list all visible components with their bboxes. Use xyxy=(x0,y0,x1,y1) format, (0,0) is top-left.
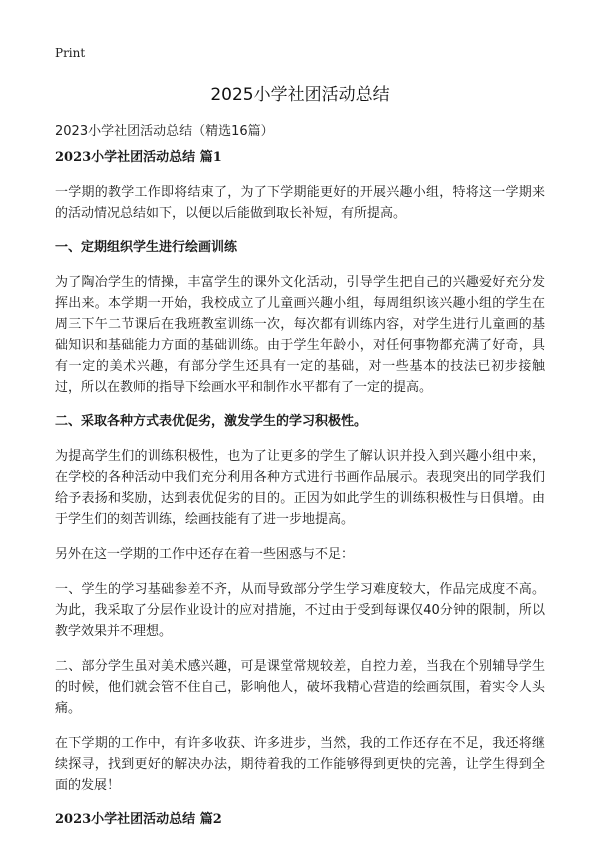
print-link[interactable]: Print xyxy=(55,46,86,60)
intro-paragraph: 一学期的教学工作即将结束了，为了下学期能更好的开展兴趣小组，特将这一学期来的活动情况总结如下，以便以后能做到取长补短，有所提高。 xyxy=(55,185,545,221)
paragraph-one: 为了陶冶学生的情操，丰富学生的课外文化活动，引导学生把自己的兴趣爱好充分发挥出来。本学期一开始，我校成立了儿童画兴趣小组，每周组织该兴趣小组的学生在周三下午二节课后在我班教室训练一次，每次都有训练内容，对学生进行儿童画的基础知识和基础能力方面的基础训练。由于学生年龄小，对任何事物都充满了好奇，具有一定的美术兴趣，有部分学生还具有一定的基础，对一些基本的技法已初步接触过，所以在教师的指导下绘画水平和制作水平都有了一定的提高。 xyxy=(55,275,545,395)
paragraph-three: 另外在这一学期的工作中还存在着一些困惑与不足： xyxy=(55,547,355,562)
section-heading-1: 2023小学社团活动总结 篇1 xyxy=(55,150,222,165)
paragraph-four: 一、学生的学习基础参差不齐，从而导致部分学生学习难度较大，作品完成度不高。为此，我采取了分层作业设计的应对措施，不过由于受到每课仅40分钟的限制，所以教学效果并不理想。 xyxy=(55,582,545,639)
subheading-one: 一、定期组织学生进行绘画训练 xyxy=(55,240,238,255)
paragraph-six: 在下学期的工作中，有许多收获、许多进步，当然，我的工作还存在不足，我还将继续探寻，找到更好的解决办法，期待着我的工作能够得到更快的完善，让学生得到全面的发展！ xyxy=(55,736,545,793)
subheading-two: 二、采取各种方式表优促劣，激发学生的学习积极性。 xyxy=(55,414,368,429)
document-subtitle: 2023小学社团活动总结（精选16篇） xyxy=(55,124,274,139)
paragraph-five: 二、部分学生虽对美术感兴趣，可是课堂常规较差，自控力差，当我在个别辅导学生的时候，他们就会管不住自己，影响他人，破坏我精心营造的绘画氛围，着实令人头痛。 xyxy=(55,659,545,716)
page-title: 2025小学社团活动总结 xyxy=(210,85,390,105)
paragraph-two: 为提高学生们的训练积极性，也为了让更多的学生了解认识并投入到兴趣小组中来，在学校的各种活动中我们充分利用各种方式进行书画作品展示。表现突出的同学我们给予表扬和奖励，达到表优促劣的目的。正因为如此学生的训练积极性与日俱增。由于学生们的刻苦训练，绘画技能有了进一步地提高。 xyxy=(55,449,545,527)
article-body xyxy=(55,148,545,844)
section-heading-2: 2023小学社团活动总结 篇2 xyxy=(55,812,222,827)
